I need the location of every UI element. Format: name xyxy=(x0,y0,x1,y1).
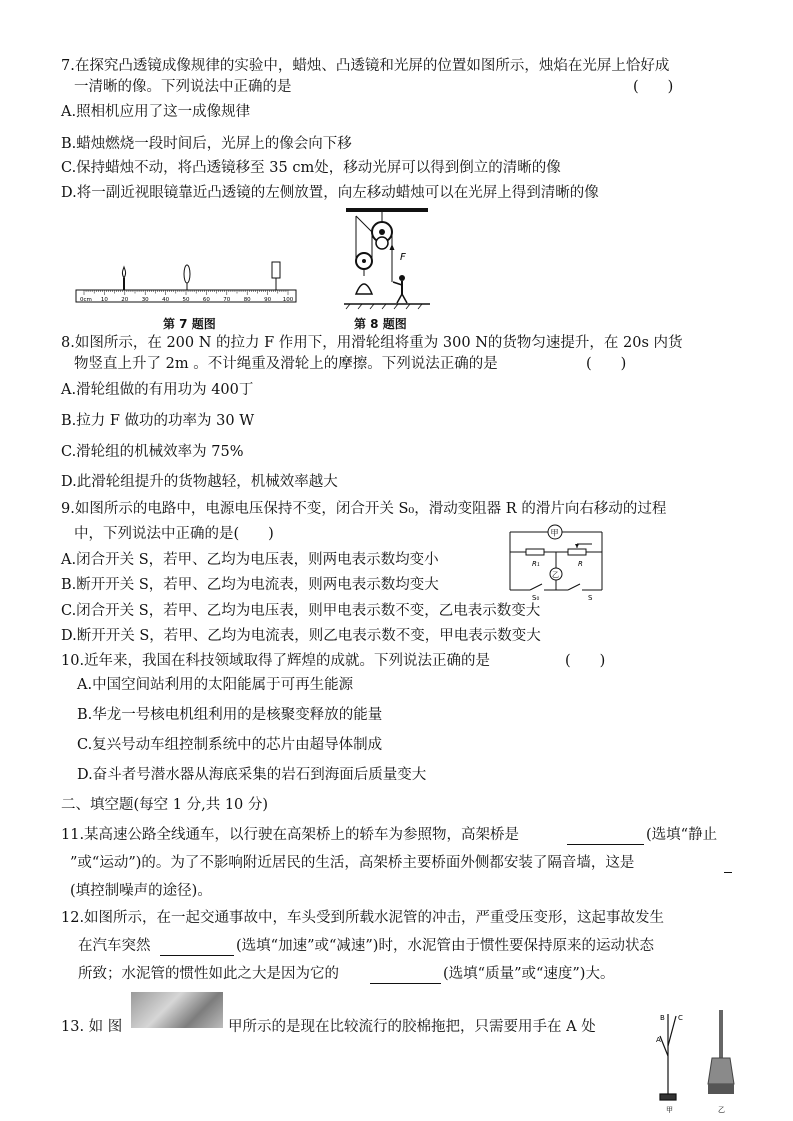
q13-line1-part2: 甲所示的是现在比较流行的胶棉拖把，只需要用手在 A 处 xyxy=(228,1019,596,1035)
q9-option-c: C.闭合开关 S，若甲、乙均为电压表，则甲电表示数不变，乙电表示数变大 xyxy=(61,603,541,619)
q8-stem-line1: 8.如图所示，在 200 N 的拉力 F 作用下，用滑轮组将重为 300 N的货物匀速提升，在 20s 内货 xyxy=(61,335,683,351)
r-label: R xyxy=(578,560,583,568)
switch-s xyxy=(568,584,580,590)
ruler-label: 0cm xyxy=(80,297,92,303)
fixed-pulley-small xyxy=(376,237,388,249)
ruler-label: 90 xyxy=(264,297,272,303)
accident-photo xyxy=(131,992,223,1028)
ruler-label: 30 xyxy=(141,297,149,303)
s-label: S xyxy=(588,594,593,602)
q11-blank-2[interactable] xyxy=(724,854,732,873)
q9-stem-line1: 9.如图所示的电路中，电源电压保持不变，闭合开关 S₀，滑动变阻器 R 的滑片向右移动的过程 xyxy=(61,501,667,517)
candle-flame-icon xyxy=(122,267,125,278)
q11-blank-1[interactable] xyxy=(567,826,644,845)
q9-option-d: D.断开开关 S，若甲、乙均为电流表，则乙电表示数不变，甲电表示数变大 xyxy=(61,628,541,644)
force-arrow-icon xyxy=(390,244,395,250)
q9-option-a: A.闭合开关 S，若甲、乙均为电压表，则两电表示数均变小 xyxy=(61,552,439,568)
q12-line2-part1: 在汽车突然 xyxy=(78,938,151,954)
q8-option-c: C.滑轮组的机械效率为 75% xyxy=(61,444,244,460)
q8-pulley-figure xyxy=(342,206,432,312)
q7-stem-line2: 一清晰的像。下列说法中正确的是 xyxy=(74,79,292,95)
person-head xyxy=(399,275,405,281)
q10-stem: 10.近年来，我国在科技领域取得了辉煌的成就。下列说法正确的是 xyxy=(61,653,491,669)
ruler-label: 20 xyxy=(121,297,129,303)
point-c-label: C xyxy=(678,1014,683,1022)
ruler-label: 70 xyxy=(223,297,231,303)
q7-stem-line1: 7.在探究凸透镜成像规律的实验中，蜡烛、凸透镜和光屏的位置如图所示，烛焰在光屏上恰好成 xyxy=(61,58,670,74)
ruler-label: 80 xyxy=(243,297,251,303)
ruler-label: 50 xyxy=(182,297,190,303)
q9-option-b: B.断开开关 S，若甲、乙均为电流表，则两电表示数均变大 xyxy=(61,577,439,593)
q12-blank-2[interactable] xyxy=(370,965,441,984)
q10-option-b: B.华龙一号核电机组利用的是核聚变释放的能量 xyxy=(77,707,383,723)
ruler-label: 60 xyxy=(202,297,210,303)
q8-answer-paren: ( ) xyxy=(586,356,627,372)
q12-blank-1[interactable] xyxy=(160,937,234,956)
q11-line1-part2: (选填“静止 xyxy=(646,827,718,843)
point-a-label: A xyxy=(656,1036,661,1044)
q12-line3-part1: 所致；水泥管的惯性如此之大是因为它的 xyxy=(78,966,339,982)
ruler-label: 100 xyxy=(282,297,294,303)
q8-option-a: A.滑轮组做的有用功为 400丁 xyxy=(61,382,254,398)
q8-option-b: B.拉力 F 做功的功率为 30 W xyxy=(61,413,255,429)
q7-option-b: B.蜡烛燃烧一段时间后，光屏上的像会向下移 xyxy=(61,136,352,152)
q10-option-c: C.复兴号动车组控制系统中的芯片由超导体制成 xyxy=(77,737,383,753)
q11-line2: ”或“运动”)的。为了不影响附近居民的生活，高架桥主要桥面外侧都安装了隔音墙，这是 xyxy=(70,855,635,871)
q12-line1: 12.如图所示，在一起交通事故中，车头受到所载水泥管的冲击，严重受压变形，这起事故发生 xyxy=(61,910,665,926)
convex-lens xyxy=(184,265,190,283)
ceiling xyxy=(346,208,428,212)
slider-arrow-icon xyxy=(575,544,579,548)
q13-line1-part1: 13. 如 图 xyxy=(61,1019,123,1035)
meter-yi-label: 乙 xyxy=(552,571,559,579)
s0-label: S₀ xyxy=(532,594,540,602)
q9-stem-line2: 中，下列说法中正确的是( ) xyxy=(74,526,274,542)
cargo-load xyxy=(356,284,372,294)
q8-option-d: D.此滑轮组提升的货物越轻，机械效率越大 xyxy=(61,474,338,490)
q8-stem-line2: 物竖直上升了 2m 。不计绳重及滑轮上的摩擦。下列说法正确的是 xyxy=(74,356,498,372)
q7-answer-paren: ( ) xyxy=(633,79,674,95)
resistor-r1 xyxy=(526,549,544,555)
q11-line1-part1: 11.某高速公路全线通车，以行驶在高架桥上的轿车为参照物，高架桥是 xyxy=(61,827,520,843)
q10-option-a: A.中国空间站利用的太阳能属于可再生能源 xyxy=(77,677,354,693)
section-fill-in-title: 二、填空题(每空 1 分,共 10 分) xyxy=(61,797,269,813)
q13-mop-figure xyxy=(646,1006,756,1116)
q7-figure-caption: 第 7 题图 xyxy=(163,317,216,331)
q11-line3: (填控制噪声的途径)。 xyxy=(70,883,212,899)
mop-jia xyxy=(660,1014,676,1100)
switch-s0 xyxy=(530,584,542,590)
point-b-label: B xyxy=(660,1014,665,1022)
mop-jia-label: 甲 xyxy=(666,1106,673,1114)
q9-circuit-figure xyxy=(506,520,608,602)
rheostat-r xyxy=(568,549,586,555)
q10-option-d: D.奋斗者号潜水器从海底采集的岩石到海面后质量变大 xyxy=(77,767,427,783)
q10-answer-paren: ( ) xyxy=(565,653,606,669)
mop-yi-label: 乙 xyxy=(718,1106,725,1114)
meter-jia-label: 甲 xyxy=(550,528,559,538)
light-screen xyxy=(272,262,280,278)
ruler-label: 10 xyxy=(100,297,108,303)
q7-option-a: A.照相机应用了这一成像规律 xyxy=(61,104,251,120)
q7-option-d: D.将一副近视眼镜靠近凸透镜的左侧放置，向左移动蜡烛可以在光屏上得到清晰的像 xyxy=(61,185,599,201)
ruler-label: 40 xyxy=(162,297,170,303)
force-label: F xyxy=(400,252,406,263)
q12-line2-part2: (选填“加速”或“减速”)时，水泥管由于惯性要保持原来的运动状态 xyxy=(236,938,654,954)
q7-option-c: C.保持蜡烛不动，将凸透镜移至 35 cm处，移动光屏可以得到倒立的清晰的像 xyxy=(61,160,561,176)
r1-label: R₁ xyxy=(532,560,540,568)
q12-line3-part2: (选填“质量”或“速度”)大。 xyxy=(443,966,615,982)
q7-optical-bench-figure xyxy=(74,256,300,312)
q8-figure-caption: 第 8 题图 xyxy=(354,317,407,331)
mop-yi xyxy=(708,1010,734,1094)
